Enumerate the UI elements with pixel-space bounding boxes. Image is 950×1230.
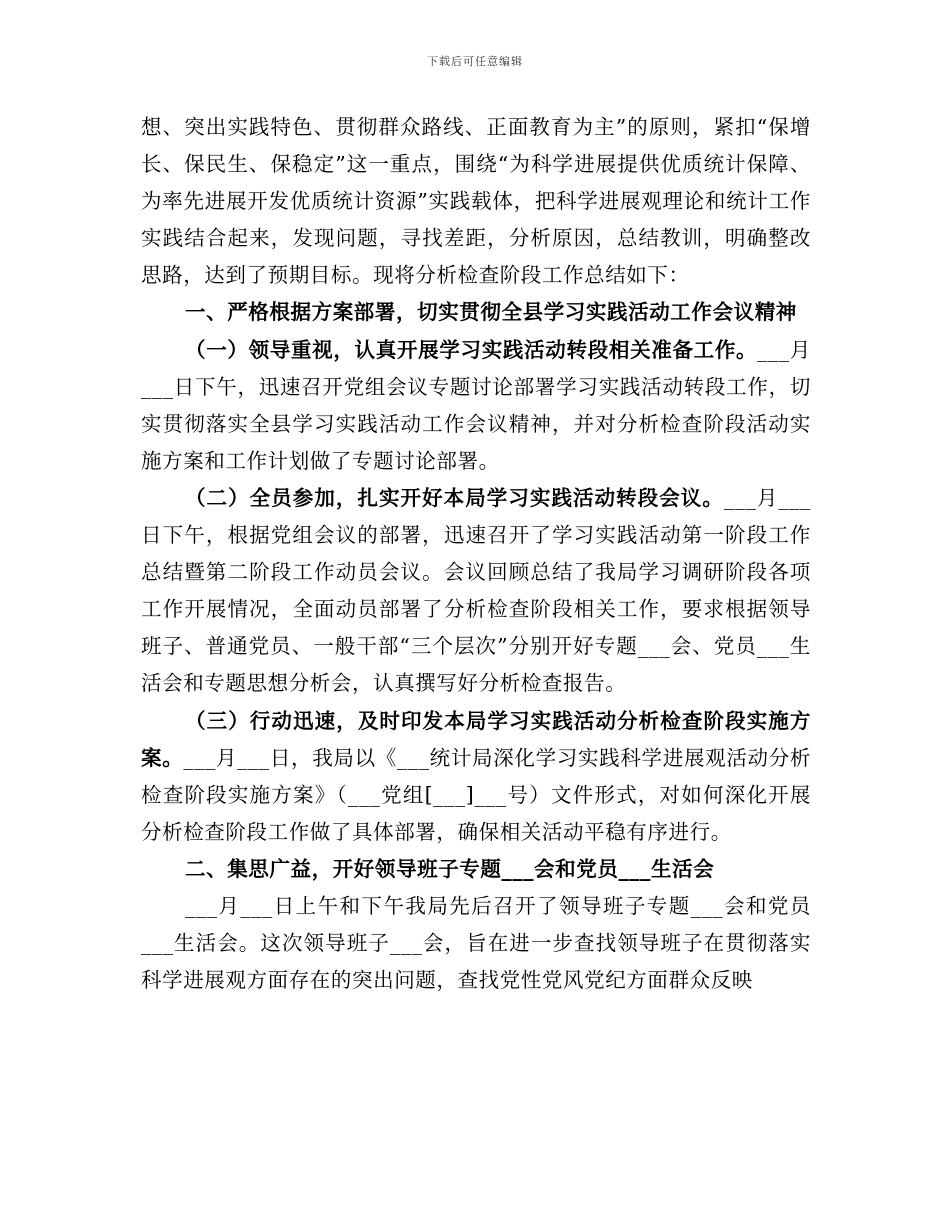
subsection-1-title: （一）领导重视，认真开展学习实践活动转段相关准备工作。 [185,337,758,362]
subsection-3 [141,703,811,851]
section-heading-2: 二、集思广益，开好领导班子专题___会和党员___生活会 [185,856,715,881]
intro-paragraph: 想、突出实践特色、贯彻群众路线、正面教育为主”的原则，紧扣“保增长、保民生、保稳定”这一重点，围绕“为科学进展提供优质统计保障、为率先进展开发优质统计资源”实践载体，把科学进展观理论和统计工作实践结合起来，发现问题，寻找差距，分析原因，总结教训，明确整改思路，达到了预期目标。现将分析检查阶段工作总结如下： [141,115,811,288]
subsection-3-title: （三）行动迅速，及时印发本局学习实践活动分析检查阶段实施方案。 [141,708,811,770]
subsection-2-body: ___月___日下午，根据党组会议的部署，迅速召开了学习实践活动第一阶段工作总结暨第二阶段工作动员会议。会议回顾总结了我局学习调研阶段各项工作开展情况，全面动员部署了分析检查阶段相关工作，要求根据领导班子、普通党员、一般干部“三个层次”分别开好专题___会、党员___生活会和专题思想分析会，认真撰写好分析检查报告。 [141,485,812,696]
subsection-3-body: ___月___日，我局以《___统计局深化学习实践科学进展观活动分析检查阶段实施方案》（___党组[___]___号）文件形式，对如何深化开展分析检查阶段工作做了具体部署，确保相关活动平稳有序进行。 [141,745,811,844]
subsection-1 [141,332,811,480]
document-body [141,109,811,999]
subsection-1-body: ___月___日下午，迅速召开党组会议专题讨论部署学习实践活动转段工作，切实贯彻落实全县学习实践活动工作会议精神，并对分析检查阶段活动实施方案和工作计划做了专题讨论部署。 [141,337,811,473]
section-heading-1: 一、严格根据方案部署，切实贯彻全县学习实践活动工作会议精神 [185,300,797,325]
subsection-2 [141,480,811,703]
closing-paragraph: ___月___日上午和下午我局先后召开了领导班子专题___会和党员___生活会。这次领导班子___会，旨在进一步查找领导班子在贯彻落实科学进展观方面存在的突出问题，查找党性党风党纪方面群众反映 [141,893,811,993]
subsection-2-title: （二）全员参加，扎实开好本局学习实践活动转段会议。 [185,485,724,510]
page-header: 下载后可任意编辑 [427,55,523,68]
